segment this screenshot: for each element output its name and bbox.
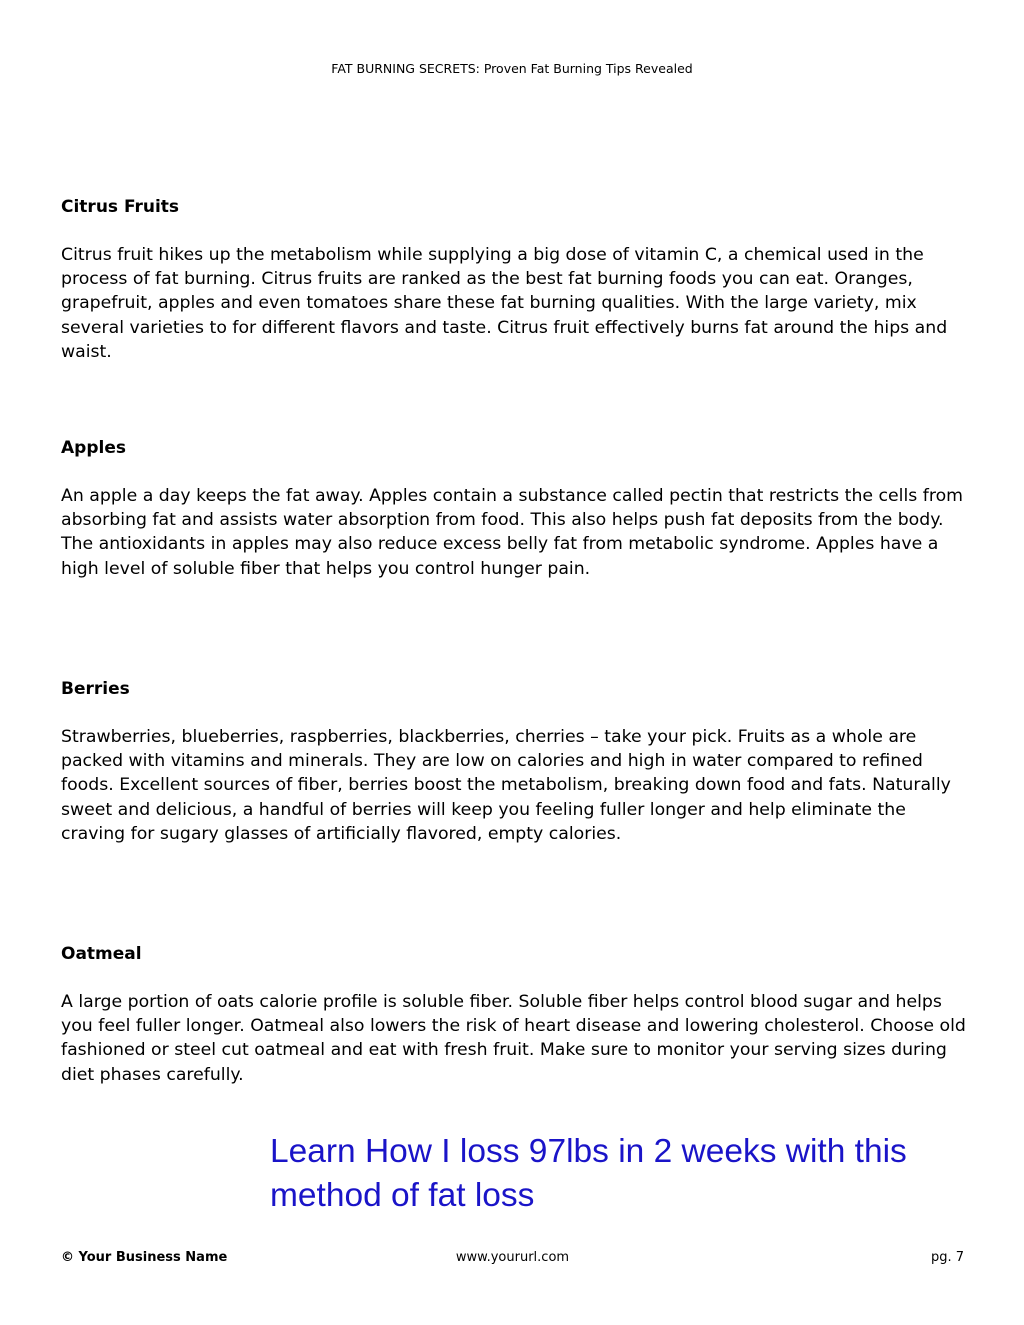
section-heading: Citrus Fruits xyxy=(61,197,180,217)
section-heading: Apples xyxy=(61,438,126,458)
section-heading: Oatmeal xyxy=(61,944,142,964)
footer-url: www.yoururl.com xyxy=(455,1250,570,1265)
section-oatmeal xyxy=(61,942,966,1087)
section-heading: Berries xyxy=(61,679,130,699)
page-footer xyxy=(61,1249,964,1267)
section-body: An apple a day keeps the fat away. Apples contain a substance called pectin that restricts the cells from absorbing fat and assists water absorption from food. This also helps push fat deposits from the body. The antioxidants in apples may also reduce excess belly fat from metabolic syndrome. Apples have a high level of soluble fiber that helps you control hunger pain. xyxy=(61,486,963,579)
section-citrus-fruits xyxy=(61,195,966,364)
section-body: A large portion of oats calorie profile is soluble fiber. Soluble fiber helps control blood sugar and helps you feel fuller longer. Oatmeal also lowers the risk of heart disease and lowering cholesterol. Choose old fashioned or steel cut oatmeal and eat with fresh fruit. Make sure to monitor your serving sizes during diet phases carefully. xyxy=(61,992,966,1085)
section-apples xyxy=(61,436,966,581)
promo-link[interactable]: Learn How I loss 97lbs in 2 weeks with this method of fat loss xyxy=(270,1133,907,1214)
footer-business-name: © Your Business Name xyxy=(61,1250,228,1265)
section-body: Strawberries, blueberries, raspberries, blackberries, cherries – take your pick. Fruits as a whole are packed with vitamins and minerals. They are low on calories and high in water compared to refined foods. Excellent sources of fiber, berries boost the metabolism, breaking down food and fats. Naturally sweet and delicious, a handful of berries will keep you feeling fuller longer and help eliminate the craving for sugary glasses of artificially flavored, empty calories. xyxy=(61,727,951,844)
section-berries xyxy=(61,677,966,846)
running-header: FAT BURNING SECRETS: Proven Fat Burning Tips Revealed xyxy=(331,61,693,76)
section-body: Citrus fruit hikes up the metabolism while supplying a big dose of vitamin C, a chemical used in the process of fat burning. Citrus fruits are ranked as the best fat burning foods you can eat. Oranges, grapefruit, apples and even tomatoes share these fat burning qualities. With the large variety, mix several varieties to for different flavors and taste. Citrus fruit effectively burns fat around the hips and waist. xyxy=(61,245,948,362)
footer-page-number: pg. 7 xyxy=(930,1250,964,1265)
